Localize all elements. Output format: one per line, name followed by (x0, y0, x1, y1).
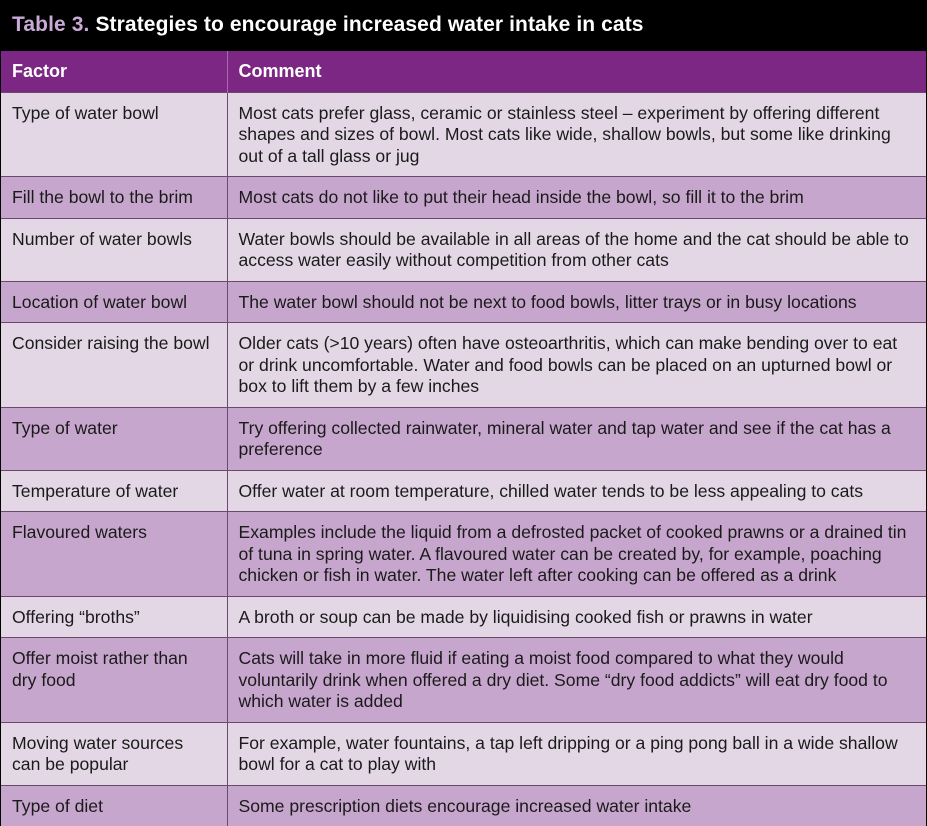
column-header-comment: Comment (227, 51, 926, 92)
factor-cell: Number of water bowls (1, 218, 227, 281)
table-row (1, 281, 926, 323)
comment-cell: Water bowls should be available in all areas of the home and the cat should be able to access water easily without competition from other cats (227, 218, 926, 281)
factor-cell: Location of water bowl (1, 281, 227, 323)
strategies-table (1, 51, 926, 826)
table-row (1, 177, 926, 219)
comment-cell: For example, water fountains, a tap left dripping or a ping pong ball in a wide shallow bowl for a cat to play with (227, 722, 926, 785)
table-row (1, 218, 926, 281)
factor-cell: Fill the bowl to the brim (1, 177, 227, 219)
table-row (1, 470, 926, 512)
table-row (1, 722, 926, 785)
comment-cell: Try offering collected rainwater, mineral water and tap water and see if the cat has a preference (227, 407, 926, 470)
comment-cell: Some prescription diets encourage increased water intake (227, 785, 926, 826)
table-row (1, 638, 926, 723)
factor-cell: Consider raising the bowl (1, 323, 227, 408)
comment-cell: Older cats (>10 years) often have osteoarthritis, which can make bending over to eat or drink uncomfortable. Water and food bowls can be placed on an upturned bowl or box to lift them by a few inches (227, 323, 926, 408)
factor-cell: Moving water sources can be popular (1, 722, 227, 785)
column-header-factor: Factor (1, 51, 227, 92)
table-number: Table 3. (12, 13, 90, 36)
table-row (1, 785, 926, 826)
comment-cell: Most cats prefer glass, ceramic or stainless steel – experiment by offering different shapes and sizes of bowl. Most cats like wide, shallow bowls, but some like drinking out of a tall glass or jug (227, 92, 926, 177)
comment-cell: Offer water at room temperature, chilled water tends to be less appealing to cats (227, 470, 926, 512)
factor-cell: Offer moist rather than dry food (1, 638, 227, 723)
factor-cell: Type of diet (1, 785, 227, 826)
comment-cell: Cats will take in more fluid if eating a moist food compared to what they would voluntarily drink when offered a dry diet. Some “dry food addicts” will eat dry food to which water is added (227, 638, 926, 723)
comment-cell: The water bowl should not be next to food bowls, litter trays or in busy locations (227, 281, 926, 323)
header-row (1, 51, 926, 92)
factor-cell: Type of water (1, 407, 227, 470)
comment-cell: Most cats do not like to put their head inside the bowl, so fill it to the brim (227, 177, 926, 219)
comment-cell: A broth or soup can be made by liquidising cooked fish or prawns in water (227, 596, 926, 638)
factor-cell: Temperature of water (1, 470, 227, 512)
table-row (1, 323, 926, 408)
factor-cell: Offering “broths” (1, 596, 227, 638)
table-row (1, 512, 926, 597)
table-row (1, 407, 926, 470)
table-title (0, 0, 927, 50)
factor-cell: Flavoured waters (1, 512, 227, 597)
comment-cell: Examples include the liquid from a defrosted packet of cooked prawns or a drained tin of tuna in spring water. A flavoured water can be created by, for example, poaching chicken or fish in water. The water left after cooking can be offered as a drink (227, 512, 926, 597)
factor-cell: Type of water bowl (1, 92, 227, 177)
table-row (1, 92, 926, 177)
table-row (1, 596, 926, 638)
table-title-text: Strategies to encourage increased water intake in cats (95, 13, 644, 36)
